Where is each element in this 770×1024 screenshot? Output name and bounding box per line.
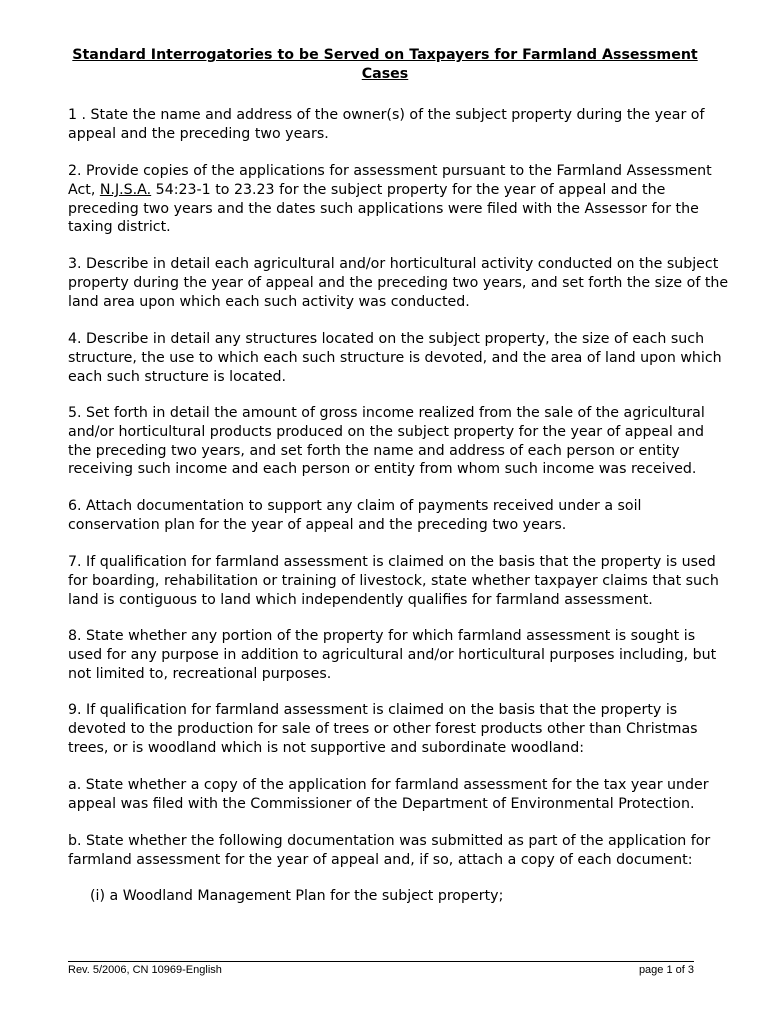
text-line: appeal was filed with the Commissioner of the Department of Environmental Protection. <box>68 795 695 812</box>
title-line-2: Cases <box>361 66 409 82</box>
interrogatory-9 <box>68 701 708 757</box>
interrogatory-3 <box>68 255 729 311</box>
text-fragment: 54:23-1 to 23.23 for the subject property for the year of appeal and the <box>151 181 666 198</box>
text-line: 3. Describe in detail each agricultural and/or horticultural activity conducted on the subject <box>68 256 719 272</box>
text-line: and/or horticultural products produced on the subject property for the year of appeal and <box>68 423 705 440</box>
text-line: property during the year of appeal and the preceding two years, and set forth the size of the <box>68 274 729 291</box>
interrogatory-9b <box>68 832 711 870</box>
text-line <box>68 181 708 200</box>
footer-page-number: page 1 of 3 <box>638 964 694 976</box>
document-title <box>60 46 710 84</box>
footer-revision: Rev. 5/2006, CN 10969-English <box>68 964 222 976</box>
text-line: appeal and the preceding two years. <box>68 125 329 142</box>
text-line: 7. If qualification for farmland assessment is claimed on the basis that the property is used <box>68 554 716 570</box>
text-line: preceding two years and the dates such applications were filed with the Assessor for the <box>68 200 699 217</box>
text-line: 4. Describe in detail any structures located on the subject property, the size of each such <box>68 331 705 347</box>
text-line: b. State whether the following documentation was submitted as part of the application for <box>68 833 711 849</box>
interrogatory-9a <box>68 776 708 814</box>
interrogatory-7 <box>68 553 719 609</box>
text-line: structure, the use to which each such structure is devoted, and the area of land upon which <box>68 349 722 366</box>
text-line: 6. Attach documentation to support any claim of payments received under a soil <box>68 498 642 514</box>
text-line: conservation plan for the year of appeal and the preceding two years. <box>68 516 567 533</box>
interrogatory-5 <box>68 404 708 479</box>
interrogatory-9b-i <box>90 887 700 906</box>
text-line: 1 . State the name and address of the owner(s) of the subject property during the year of <box>68 107 705 123</box>
interrogatory-4 <box>68 330 722 386</box>
text-line: a. State whether a copy of the application for farmland assessment for the tax year under <box>68 777 709 793</box>
text-line: 2. Provide copies of the applications for assessment pursuant to the Farmland Assessment <box>68 163 712 179</box>
text-line: (i) a Woodland Management Plan for the subject property; <box>90 888 504 904</box>
text-line: 9. If qualification for farmland assessment is claimed on the basis that the property is <box>68 702 678 718</box>
text-line: 8. State whether any portion of the property for which farmland assessment is sought is <box>68 628 696 644</box>
text-line: each such structure is located. <box>68 368 287 385</box>
footer-divider <box>68 961 694 962</box>
interrogatory-6 <box>68 497 708 535</box>
text-line: receiving such income and each person or entity from whom such income was received. <box>68 461 697 478</box>
text-line: not limited to, recreational purposes. <box>68 665 332 682</box>
text-fragment: Act, <box>68 181 100 198</box>
text-line: the preceding two years, and set forth the name and address of each person or entity <box>68 442 680 459</box>
interrogatory-8 <box>68 627 717 683</box>
statute-citation: N.J.S.A. <box>99 181 152 198</box>
text-line: trees, or is woodland which is not supportive and subordinate woodland: <box>68 739 585 756</box>
text-line: 5. Set forth in detail the amount of gross income realized from the sale of the agricultural <box>68 405 705 421</box>
title-line-1: Standard Interrogatories to be Served on Taxpayers for Farmland Assessment <box>72 47 698 63</box>
text-line: farmland assessment for the year of appeal and, if so, attach a copy of each document: <box>68 851 693 868</box>
interrogatory-2 <box>68 162 712 237</box>
text-line: used for any purpose in addition to agricultural and/or horticultural purposes including, but <box>68 646 717 663</box>
text-line: land is contiguous to land which independently qualifies for farmland assessment. <box>68 591 653 608</box>
text-line: devoted to the production for sale of trees or other forest products other than Christmas <box>68 720 698 737</box>
text-line: for boarding, rehabilitation or training of livestock, state whether taxpayer claims that such <box>68 572 719 589</box>
interrogatory-1 <box>68 106 708 144</box>
text-line: land area upon which each such activity was conducted. <box>68 293 470 310</box>
text-line: taxing district. <box>68 219 171 236</box>
